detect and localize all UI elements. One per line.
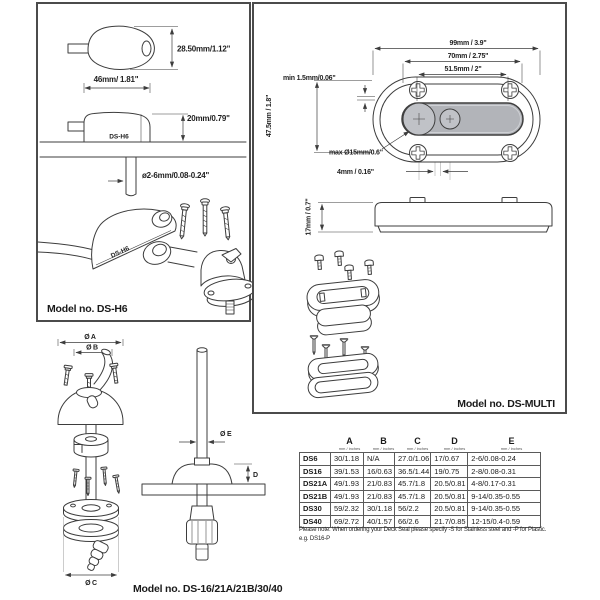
top-view-outline	[88, 26, 154, 69]
screw	[345, 265, 354, 280]
value-cell: 56/2.2	[395, 503, 431, 516]
note-line-1: Please note: When ordering your Deck Seal please specify -S for Stainless steel and -P for Plastic.	[299, 527, 547, 533]
screw-head	[410, 82, 427, 99]
dim-label-screw-spacing: 70mm / 2.75"	[447, 53, 489, 60]
cover-marking: DS-H6	[109, 245, 131, 260]
dim-label-body-width: 46mm/ 1.81"	[93, 75, 139, 84]
spec-table-header	[299, 437, 549, 452]
model-label-dsmulti: Model no. DS-MULTI	[457, 398, 555, 410]
dim-label-profile-height: 17mm / 0.7"	[305, 198, 313, 236]
value-cell: 49/1.93	[331, 478, 364, 491]
model-cell: DS30	[300, 503, 331, 516]
header-spacer	[299, 437, 332, 452]
collet-notch	[74, 445, 82, 453]
value-cell: 2-6/0.08-0.24	[468, 453, 541, 466]
value-cell: 66/2.6	[395, 515, 431, 528]
ext-17	[318, 203, 373, 233]
value-cell: 19/0.75	[431, 465, 468, 478]
value-cell: 9-14/0.35-0.55	[468, 490, 541, 503]
value-cell: 21/0.83	[364, 478, 395, 491]
cable-below-deck	[126, 157, 136, 196]
column-letter: A	[346, 436, 353, 446]
value-cell: 20.5/0.81	[431, 490, 468, 503]
column-header-e	[474, 437, 549, 452]
dsh6-top-view	[68, 26, 231, 69]
countersunk-screw	[311, 336, 318, 355]
value-cell: 20.5/0.81	[431, 503, 468, 516]
column-letter: E	[508, 436, 515, 446]
caption-ds-series: Model no. DS-16/21A/21B/30/40	[133, 583, 283, 595]
dim-label-max-cable: max Ø15mm/0.6"	[329, 149, 383, 157]
value-cell: 4-8/0.17-0.31	[468, 478, 541, 491]
series-exploded-view	[58, 334, 123, 587]
dim-label-body-height: 20mm/0.79"	[187, 114, 230, 123]
column-unit: mm / inches	[443, 446, 466, 451]
value-cell: 39/1.53	[331, 465, 364, 478]
cable-stub-side	[68, 122, 85, 131]
dome-hole	[77, 388, 102, 398]
screw	[113, 475, 122, 494]
column-header-c	[400, 437, 435, 452]
value-cell: 16/0.63	[364, 465, 395, 478]
cable-tube	[197, 350, 207, 462]
dim-label-seal-width: 51.5mm / 2"	[444, 66, 482, 73]
value-cell: 69/2.72	[331, 515, 364, 528]
dsh6-side-view	[40, 75, 246, 142]
ordering-note	[299, 526, 594, 544]
screw	[62, 365, 73, 386]
screw	[315, 255, 324, 270]
cable-connector	[83, 539, 110, 573]
table-row	[300, 490, 541, 503]
dim-label-top-height: 28.50mm/1.12"	[177, 44, 231, 54]
screw-head	[410, 145, 427, 162]
knurled-nut	[187, 520, 218, 544]
value-cell: 2-8/0.08-0.31	[468, 465, 541, 478]
column-header-b	[367, 437, 400, 452]
model-label-dsh6: Model no. DS-H6	[47, 303, 128, 315]
panel-dsh6	[36, 2, 251, 322]
value-cell: 36.5/1.44	[395, 465, 431, 478]
column-letter: C	[414, 436, 421, 446]
dim-label-cable-diameter: ø2-6mm/0.08-0.24"	[142, 171, 210, 180]
min-ticks	[357, 97, 375, 101]
column-letter: B	[380, 436, 387, 446]
value-cell: 21/0.83	[364, 490, 395, 503]
dsmulti-top-view	[373, 77, 540, 180]
dim-label-a: Ø A	[84, 334, 96, 341]
model-cell: DS21A	[300, 478, 331, 491]
dsmulti-drawing	[254, 4, 565, 412]
profile-gasket	[378, 226, 549, 232]
model-cell: DS16	[300, 465, 331, 478]
dsmulti-exploded-view	[306, 251, 381, 399]
flange-disc-top	[64, 500, 119, 517]
value-cell: 30/1.18	[331, 453, 364, 466]
column-unit: mm / inches	[372, 446, 395, 451]
dsh6-drawing	[38, 4, 249, 320]
gasket-disc-top	[64, 520, 119, 537]
spec-table-grid	[299, 452, 541, 528]
panel-dsmulti	[252, 2, 567, 414]
countersunk-screw	[341, 339, 348, 358]
dsh6-cable-section	[40, 157, 246, 196]
cable-top	[94, 353, 113, 390]
screw	[365, 260, 374, 275]
value-cell: 49/1.93	[331, 490, 364, 503]
value-cell: 59/2.32	[331, 503, 364, 516]
screw	[177, 203, 190, 239]
value-cell: 12-15/0.4-0.59	[468, 515, 541, 528]
screw	[71, 469, 79, 488]
screw-head	[502, 145, 519, 162]
link-tube	[168, 247, 197, 267]
column-header-d	[435, 437, 474, 452]
dsmulti-side-view	[306, 198, 553, 236]
table-row	[300, 503, 541, 516]
model-cell: DS40	[300, 515, 331, 528]
model-cell: DS21B	[300, 490, 331, 503]
base-flange	[203, 276, 257, 303]
table-row	[300, 478, 541, 491]
screw-head	[502, 82, 519, 99]
collet-top	[74, 434, 108, 446]
value-cell: N/A	[364, 453, 395, 466]
screw	[220, 206, 232, 240]
series-section-view	[142, 348, 265, 560]
column-unit: mm / inches	[338, 446, 361, 451]
cable-top-cap	[197, 348, 207, 352]
nut-tail	[196, 544, 208, 560]
nut-collar	[190, 506, 214, 520]
rubber-block	[316, 304, 372, 336]
cable-end-cap	[101, 348, 111, 356]
value-cell: 45.7/1.8	[395, 490, 431, 503]
value-cell: 21.7/0.85	[431, 515, 468, 528]
spec-table	[299, 437, 549, 528]
deck-hole	[198, 485, 207, 495]
ds-series-drawing	[30, 332, 280, 587]
dim-label-c: Ø C	[85, 580, 97, 587]
profile-body	[375, 203, 552, 227]
base-dome	[172, 464, 232, 484]
column-unit: mm / inches	[406, 446, 429, 451]
dim-label-e: Ø E	[220, 431, 232, 438]
dim-label-depth: 47.5mm / 1.8"	[266, 94, 273, 138]
value-cell: 40/1.57	[364, 515, 395, 528]
value-cell: 45.7/1.8	[395, 478, 431, 491]
dim-label-edge-gap: 4mm / 0.16"	[337, 169, 374, 176]
table-row	[300, 453, 541, 466]
value-cell: 17/0.67	[431, 453, 468, 466]
screw	[201, 199, 210, 236]
screw	[101, 467, 109, 486]
base-collar	[195, 458, 210, 465]
dim-label-d: D	[253, 472, 258, 479]
dsh6-exploded-view	[38, 199, 257, 314]
model-cell: DS6	[300, 453, 331, 466]
value-cell: 30/1.18	[364, 503, 395, 516]
table-row	[300, 465, 541, 478]
cable-stub	[68, 44, 89, 53]
dim-label-b: Ø B	[86, 344, 98, 352]
value-cell: 20.5/0.81	[431, 478, 468, 491]
value-cell: 9-14/0.35-0.55	[468, 503, 541, 516]
column-letter: D	[451, 436, 458, 446]
column-header-a	[332, 437, 367, 452]
column-unit: mm / inches	[500, 446, 523, 451]
body-marking: DS-H6	[109, 133, 129, 141]
ext-475	[314, 81, 372, 153]
stud	[226, 301, 234, 314]
note-line-2: e.g. DS16-P	[299, 536, 331, 542]
screw	[335, 251, 344, 266]
dim-label-min-deck: min 1.5mm/0.06"	[283, 75, 336, 82]
dim-label-overall-width: 99mm / 3.9"	[449, 40, 487, 47]
value-cell: 27.0/1.06	[395, 453, 431, 466]
